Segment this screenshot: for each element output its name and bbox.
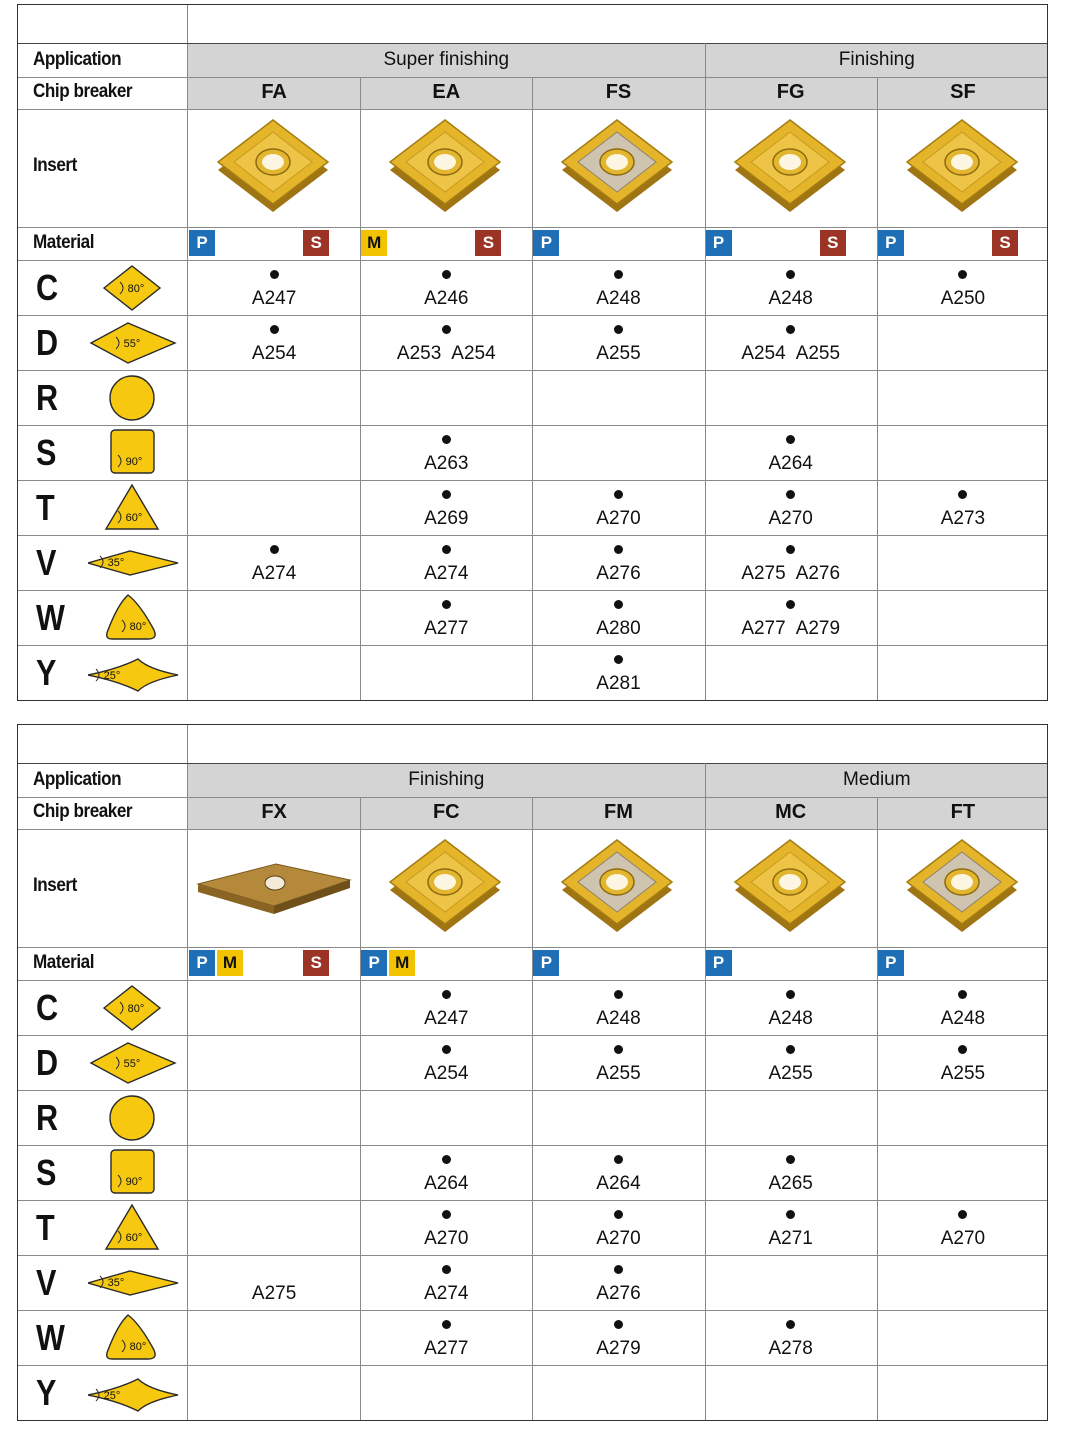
availability-dot [442,1320,451,1329]
insert-FA-image [188,110,358,227]
material-badge-M: M [389,950,415,976]
application-group-label: Medium [843,769,911,790]
insert-image-cell [877,110,1049,227]
availability-dot [958,490,967,499]
triangle-60-icon [88,1202,188,1254]
angle-label: 60° [125,512,143,524]
material-badge-S: S [820,230,846,256]
angle-label: 90° [125,456,143,468]
availability-dot [442,435,451,444]
page-reference[interactable]: A276 [596,563,641,584]
shape-icon-holder [88,372,188,429]
rhombus-55-icon [88,1037,188,1089]
insert-SF-image [877,110,1047,227]
chip-breaker-FS: FS [605,81,632,103]
insert-selection-table-2 [17,724,1048,1421]
availability-dot [786,1045,795,1054]
availability-dot [442,1045,451,1054]
angle-label: 25° [103,1390,121,1402]
row-divider [18,43,1047,44]
page-reference[interactable]: A248 [596,288,641,309]
page-reference[interactable]: A246 [424,288,469,309]
round-icon [88,1092,188,1144]
application-group-label: Finishing [838,49,915,70]
shape-icon-holder [88,537,188,594]
insert-image-cell [360,830,532,947]
availability-dot [614,1210,623,1219]
page-reference-group [360,1173,532,1195]
availability-dot [958,1210,967,1219]
page-reference-group [532,673,704,695]
availability-dot [958,1045,967,1054]
insert-FC-image [360,830,530,947]
page-reference-group [532,1063,704,1085]
material-badge-P: P [189,950,215,976]
square-90-icon [88,1147,188,1199]
availability-dot [786,1210,795,1219]
page-reference[interactable]: A281 [596,673,641,694]
availability-dot [614,600,623,609]
shape-icon-holder [88,592,188,649]
insert-FG-image [705,110,875,227]
shape-letter-Y: Y [36,652,57,693]
angle-label: 55° [123,1058,141,1070]
page-reference[interactable]: A255 [596,1063,641,1084]
page-reference[interactable]: A269 [424,508,469,529]
shape-icon-holder [88,647,188,704]
page-reference[interactable]: A254 [451,343,496,364]
page-reference[interactable]: A247 [251,288,297,309]
page-reference-group [360,453,532,475]
shape-icon-holder [88,427,188,484]
availability-dot [442,1265,451,1274]
page-reference-group [877,288,1049,310]
page-reference[interactable]: A274 [251,563,297,584]
page-reference-group [877,1228,1049,1250]
availability-dot [614,545,623,554]
material-badge-M: M [217,950,243,976]
shape-icon-holder [88,1202,188,1259]
page-reference[interactable]: A255 [768,1063,813,1084]
availability-dot [442,325,451,334]
shape-icon-holder [88,317,188,374]
angle-label: 80° [129,1341,147,1353]
angle-label: 90° [125,1176,143,1188]
page-reference-group [705,508,877,530]
page-reference-group [532,563,704,585]
availability-dot [614,490,623,499]
shape-letter-S: S [36,432,57,473]
page-reference-group [705,453,877,475]
availability-dot [442,1155,451,1164]
insert-image-cell [360,110,532,227]
shape-letter-V: V [36,1262,57,1303]
page-reference-group [532,508,704,530]
shape-letter-W: W [36,1317,65,1358]
insert-image-cell [532,830,704,947]
page-reference-group [532,1338,704,1360]
shape-icon-holder [88,262,188,319]
page-reference[interactable]: A277 [424,1338,469,1359]
square-90-icon [88,427,188,479]
page-reference-group [877,1008,1049,1030]
chip-breaker-MC: MC [775,801,807,823]
page-reference[interactable]: A274 [424,563,469,584]
insert-FS-image [532,110,702,227]
page-reference[interactable]: A270 [768,508,813,529]
shape-icon-holder [88,1092,188,1149]
page-reference-group [360,618,532,640]
row-divider [18,763,1047,764]
triangle-60-icon [88,482,188,534]
shape-letter-D: D [36,322,59,363]
page-reference-group [360,1228,532,1250]
page-reference[interactable]: A274 [424,1283,469,1304]
page-reference-group [705,1008,877,1030]
page-reference[interactable]: A255 [940,1063,986,1084]
shape-letter-D: D [36,1042,59,1083]
page-reference-group [705,1228,877,1250]
shape-letter-T: T [36,1207,55,1248]
page-reference-group [705,288,877,310]
page-reference[interactable]: A279 [596,1338,641,1359]
availability-dot [614,1265,623,1274]
page-reference[interactable]: A255 [795,343,841,364]
page-reference[interactable]: A253 [396,343,442,364]
page-reference-group [188,563,360,585]
availability-dot [958,270,967,279]
chip-breaker-FX: FX [261,801,287,823]
chip-breaker-FG: FG [776,81,805,103]
page-reference[interactable]: A248 [768,288,813,309]
availability-dot [442,1210,451,1219]
availability-dot [786,1155,795,1164]
availability-dot [786,435,795,444]
round-icon [88,372,188,424]
page-reference[interactable]: A275 [251,1283,297,1304]
page-reference-group [360,343,532,365]
shape-letter-V: V [36,542,57,583]
rhombus-25-icon [88,647,188,699]
page-reference-group [532,1283,704,1305]
page-reference-group [188,1283,360,1305]
insert-image-cell [877,830,1049,947]
availability-dot [786,490,795,499]
shape-letter-T: T [36,487,55,528]
row-label-chip-breaker: Chip breaker [33,81,133,102]
page-reference-group [705,1338,877,1360]
page-reference[interactable]: A265 [768,1173,813,1194]
chip-breaker-FM: FM [604,801,633,823]
angle-label: 55° [123,338,141,350]
insert-image-cell [532,110,704,227]
insert-selection-table-1 [17,4,1048,701]
angle-label: 25° [103,670,121,682]
angle-label: 80° [127,283,145,295]
rhombus-80-icon [88,982,188,1034]
rhombus-35-icon [88,1257,188,1309]
page-reference[interactable]: A250 [940,288,986,309]
page-reference[interactable]: A277 [741,618,786,639]
page-reference-group [532,1008,704,1030]
page-reference-group [532,343,704,365]
page-reference-group [705,1063,877,1085]
insert-image-cell [705,830,877,947]
availability-dot [270,270,279,279]
shape-icon-holder [88,482,188,539]
page-reference[interactable]: A247 [424,1008,469,1029]
page-reference-group [532,288,704,310]
material-badge-M: M [361,230,387,256]
row-label-material: Material [33,232,95,253]
availability-dot [442,600,451,609]
page-reference-group [532,1228,704,1250]
application-group-label: Super finishing [383,49,510,70]
page-reference-group [360,1338,532,1360]
page-reference-group [532,618,704,640]
insert-MC-image [705,830,875,947]
angle-label: 35° [107,1277,125,1289]
page-reference[interactable]: A271 [768,1228,813,1249]
page-reference[interactable]: A248 [596,1008,641,1029]
row-label-application: Application [33,49,122,70]
availability-dot [442,490,451,499]
page-reference[interactable]: A248 [940,1008,986,1029]
page-reference[interactable]: A248 [768,1008,813,1029]
page-reference-group [705,343,877,365]
availability-dot [786,270,795,279]
shape-icon-holder [88,982,188,1039]
shape-icon-holder [88,1367,188,1424]
availability-dot [614,990,623,999]
page-reference[interactable]: A270 [596,1228,641,1249]
chip-breaker-EA: EA [432,81,461,103]
chip-breaker-FC: FC [432,801,460,823]
page-reference-group [360,563,532,585]
page-reference[interactable]: A270 [940,1228,986,1249]
availability-dot [786,325,795,334]
shape-letter-R: R [36,377,59,418]
page-reference[interactable]: A279 [795,618,841,639]
page-reference[interactable]: A263 [424,453,469,474]
page-reference-group [360,288,532,310]
row-label-material: Material [33,952,95,973]
material-badge-P: P [533,950,559,976]
page-reference-group [360,1063,532,1085]
material-badge-P: P [533,230,559,256]
availability-dot [614,325,623,334]
availability-dot [614,1155,623,1164]
page-reference[interactable]: A264 [596,1173,641,1194]
material-badge-P: P [706,950,732,976]
application-group-label: Finishing [408,769,485,790]
shape-letter-C: C [36,267,59,308]
page-reference-group [188,288,360,310]
page-reference-group [877,508,1049,530]
page-reference[interactable]: A273 [940,508,986,529]
page-reference[interactable]: A254 [251,343,297,364]
material-badge-P: P [189,230,215,256]
insert-EA-image [360,110,530,227]
rhombus-80-icon [88,262,188,314]
page-reference-group [360,1283,532,1305]
availability-dot [786,545,795,554]
shape-icon-holder [88,1257,188,1314]
shape-letter-S: S [36,1152,57,1193]
shape-icon-holder [88,1312,188,1369]
page-reference[interactable]: A270 [596,508,641,529]
availability-dot [614,655,623,664]
material-badge-P: P [878,950,904,976]
chip-breaker-FT: FT [950,801,976,823]
insert-FM-image [532,830,702,947]
insert-FX-image [188,830,358,947]
insert-image-cell [188,830,360,947]
page-reference[interactable]: A255 [596,343,641,364]
page-reference[interactable]: A275 [741,563,786,584]
rhombus-55-icon [88,317,188,369]
page-reference[interactable]: A277 [424,618,469,639]
material-badge-S: S [303,230,329,256]
angle-label: 80° [129,621,147,633]
row-label-insert: Insert [33,875,77,896]
page-reference-group [360,508,532,530]
chip-breaker-FA: FA [261,81,287,103]
shape-letter-W: W [36,597,65,638]
availability-dot [958,990,967,999]
shape-letter-Y: Y [36,1372,57,1413]
angle-label: 80° [127,1003,145,1015]
chip-breaker-SF: SF [950,81,976,103]
page-reference[interactable]: A254 [424,1063,469,1084]
row-label-chip-breaker: Chip breaker [33,801,133,822]
trigon-80-icon [88,592,188,644]
page-reference[interactable]: A280 [596,618,641,639]
page-reference-group [360,1008,532,1030]
page-reference-group [877,1063,1049,1085]
page-reference-group [705,1173,877,1195]
material-badge-S: S [303,950,329,976]
page-reference[interactable]: A264 [424,1173,469,1194]
page-reference-group [705,618,877,640]
row-label-application: Application [33,769,122,790]
page-reference-group [705,563,877,585]
availability-dot [786,990,795,999]
availability-dot [442,990,451,999]
insert-FT-image [877,830,1047,947]
availability-dot [614,270,623,279]
rhombus-25-icon [88,1367,188,1419]
page-reference[interactable]: A270 [424,1228,469,1249]
availability-dot [442,545,451,554]
page-reference-group [188,343,360,365]
insert-image-cell [705,110,877,227]
page-reference[interactable]: A278 [768,1338,813,1359]
availability-dot [442,270,451,279]
material-badge-P: P [706,230,732,256]
availability-dot [270,325,279,334]
shape-letter-C: C [36,987,59,1028]
row-label-insert: Insert [33,155,77,176]
availability-dot [786,1320,795,1329]
material-badge-S: S [475,230,501,256]
page-reference[interactable]: A264 [768,453,813,474]
material-badge-P: P [361,950,387,976]
availability-dot [786,600,795,609]
insert-image-cell [188,110,360,227]
angle-label: 60° [125,1232,143,1244]
shape-icon-holder [88,1037,188,1094]
shape-icon-holder [88,1147,188,1204]
availability-dot [270,545,279,554]
material-badge-S: S [992,230,1018,256]
rhombus-35-icon [88,537,188,589]
page-reference[interactable]: A276 [596,1283,641,1304]
page-reference-group [532,1173,704,1195]
shape-letter-R: R [36,1097,59,1138]
page-reference[interactable]: A276 [795,563,841,584]
availability-dot [614,1320,623,1329]
material-badge-P: P [878,230,904,256]
angle-label: 35° [107,557,125,569]
page-reference[interactable]: A254 [741,343,786,364]
trigon-80-icon [88,1312,188,1364]
availability-dot [614,1045,623,1054]
